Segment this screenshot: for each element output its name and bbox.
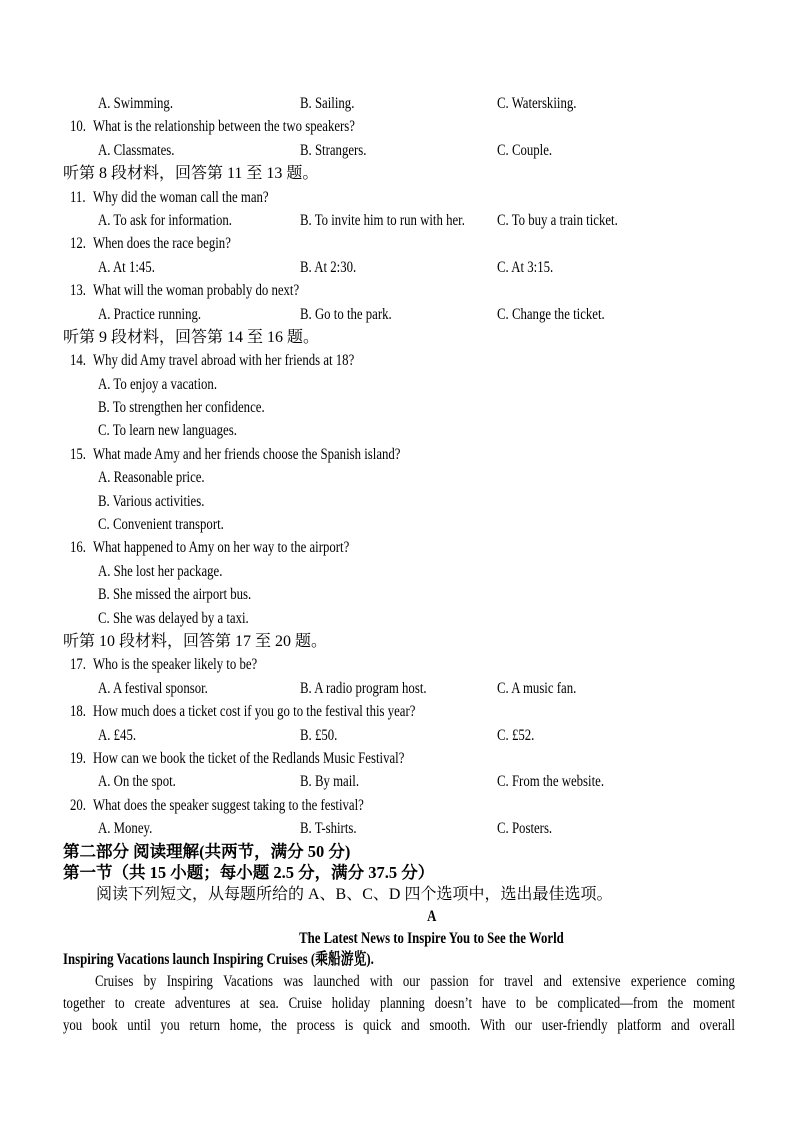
- section-heading: [63, 862, 800, 884]
- option-line: [63, 583, 800, 606]
- passage-word: until: [127, 1016, 151, 1034]
- question-line: [63, 536, 800, 559]
- option-b: B. To invite him to run with her.: [300, 211, 465, 229]
- option-line: [63, 607, 800, 630]
- passage-word: our: [514, 1016, 532, 1034]
- passage-word: the: [271, 1016, 287, 1034]
- option-text: B. To strengthen her confidence.: [98, 399, 265, 417]
- option-text: A. To enjoy a vacation.: [98, 375, 218, 393]
- passage-line: [63, 1015, 735, 1037]
- option-text: A. Reasonable price.: [98, 469, 205, 487]
- option-b: B. Go to the park.: [300, 305, 392, 323]
- passage-word: platform: [617, 1016, 662, 1034]
- option-b: B. Strangers.: [300, 141, 367, 159]
- option-line: [63, 490, 800, 513]
- question-line: [63, 349, 800, 372]
- option-a: A. Money.: [98, 820, 153, 838]
- options-row: [63, 817, 800, 840]
- passage-word: together: [63, 994, 105, 1012]
- passage-subtitle: Inspiring Vacations launch Inspiring Cruises (乘船游览).: [63, 951, 374, 969]
- options-row: [63, 256, 800, 279]
- question-number: 20.: [70, 796, 86, 814]
- passage-word: doesn’t: [434, 994, 473, 1012]
- passage-word: experience: [630, 973, 687, 990]
- option-c: C. £52.: [497, 726, 535, 744]
- question-number: 11.: [70, 188, 86, 206]
- option-text: C. She was delayed by a taxi.: [98, 609, 249, 627]
- options-row: [63, 209, 800, 232]
- question-text: What will the woman probably do next?: [93, 282, 300, 300]
- option-c: C. Waterskiing.: [497, 95, 577, 112]
- options-row: [63, 770, 800, 793]
- question-number: 16.: [70, 539, 86, 557]
- passage-word: home,: [229, 1016, 262, 1034]
- passage-line: [63, 993, 735, 1015]
- passage-word: extensive: [572, 973, 621, 990]
- passage-word: at: [240, 994, 250, 1012]
- question-text: When does the race begin?: [93, 235, 231, 253]
- option-text: A. She lost her package.: [98, 562, 223, 580]
- passage-word: create: [134, 994, 166, 1012]
- option-b: B. A radio program host.: [300, 679, 427, 697]
- centered-heading-line: [63, 928, 800, 950]
- material-direction-line: [63, 630, 800, 653]
- passage-word: quick: [362, 1016, 392, 1034]
- option-b: B. Sailing.: [300, 95, 355, 112]
- passage-word: holiday: [331, 994, 371, 1012]
- option-line: [63, 419, 800, 442]
- question-line: [63, 232, 800, 255]
- question-line: [63, 747, 800, 770]
- option-c: C. From the website.: [497, 773, 605, 791]
- passage-word: user-friendly: [541, 1016, 608, 1034]
- question-text: What happened to Amy on her way to the airport?: [93, 539, 350, 557]
- passage-word: adventures: [174, 994, 231, 1012]
- option-c: C. A music fan.: [497, 679, 577, 697]
- passage-word: planning: [380, 994, 425, 1012]
- option-line: [63, 396, 800, 419]
- options-row: [63, 677, 800, 700]
- question-line: [63, 653, 800, 676]
- option-c: C. At 3:15.: [497, 258, 554, 276]
- option-a: A. To ask for information.: [98, 211, 232, 229]
- passage-word: and: [671, 1016, 690, 1034]
- options-row: [63, 303, 800, 326]
- passage-word: and: [401, 1016, 420, 1034]
- passage-word: coming: [696, 973, 735, 990]
- passage-word: return: [189, 1016, 221, 1034]
- options-row: [63, 724, 800, 747]
- question-text: Why did the woman call the man?: [93, 188, 269, 206]
- instruction-text: 阅读下列短文，从每题所给的 A、B、C、D 四个选项中，选出最佳选项。: [96, 886, 613, 903]
- question-line: [63, 279, 800, 302]
- passage-word: be: [535, 994, 548, 1012]
- option-text: B. She missed the airport bus.: [98, 586, 252, 604]
- heading-text: 第二部分 阅读理解(共两节，满分 50 分): [63, 841, 351, 861]
- passage-word: sea.: [259, 994, 279, 1012]
- option-b: B. By mail.: [300, 773, 360, 791]
- material-text: 听第 8 段材料，回答第 11 至 13 题。: [63, 165, 319, 183]
- option-c: C. To buy a train ticket.: [497, 211, 618, 229]
- passage-word: Inspiring: [166, 973, 213, 990]
- passage-word: and: [543, 973, 562, 990]
- question-line: [63, 794, 800, 817]
- material-text: 听第 9 段材料，回答第 14 至 16 题。: [63, 328, 320, 346]
- material-text: 听第 10 段材料，回答第 17 至 20 题。: [63, 632, 328, 650]
- centered-heading-line: [63, 906, 800, 928]
- passage-word: passion: [430, 973, 469, 990]
- passage-word: for: [478, 973, 494, 990]
- passage-word: you: [160, 1016, 180, 1034]
- passage-word: have: [481, 994, 507, 1012]
- question-number: 14.: [70, 352, 86, 370]
- passage-word: is: [344, 1016, 354, 1034]
- option-line: [63, 560, 800, 583]
- option-b: B. T-shirts.: [300, 820, 357, 838]
- passage-word: complicated—from: [557, 994, 658, 1012]
- option-text: C. Convenient transport.: [98, 516, 224, 534]
- question-text: What is the relationship between the two speakers?: [93, 118, 355, 136]
- question-number: 12.: [70, 235, 86, 253]
- passage-word: Cruises: [95, 973, 134, 990]
- question-line: [63, 186, 800, 209]
- passage-title: The Latest News to Inspire You to See the World: [299, 929, 564, 947]
- question-number: 15.: [70, 445, 86, 463]
- option-a: A. On the spot.: [98, 773, 176, 791]
- heading-text: 第一节（共 15 小题；每小题 2.5 分，满分 37.5 分）: [63, 863, 435, 883]
- question-line: [63, 115, 800, 138]
- question-text: What does the speaker suggest taking to the festival?: [93, 796, 364, 814]
- passage-word: to: [114, 994, 125, 1012]
- reading-instruction: [63, 884, 800, 906]
- material-direction-line: [63, 162, 800, 185]
- question-line: [63, 443, 800, 466]
- option-b: B. At 2:30.: [300, 258, 357, 276]
- question-line: [63, 700, 800, 723]
- passage-word: With: [480, 1016, 506, 1034]
- question-text: Who is the speaker likely to be?: [93, 656, 258, 674]
- option-c: C. Couple.: [497, 141, 553, 159]
- question-number: 17.: [70, 656, 86, 674]
- material-direction-line: [63, 326, 800, 349]
- question-number: 10.: [70, 118, 86, 136]
- question-number: 13.: [70, 282, 86, 300]
- question-text: What made Amy and her friends choose the Spanish island?: [93, 445, 401, 463]
- option-b: B. £50.: [300, 726, 338, 744]
- option-a: A. Classmates.: [98, 141, 175, 159]
- passage-word: our: [402, 973, 420, 990]
- option-a: A. Practice running.: [98, 305, 202, 323]
- passage-paragraph-line: [63, 993, 800, 1015]
- passage-word: Cruise: [288, 994, 322, 1012]
- options-row: [63, 92, 800, 115]
- passage-word: process: [296, 1016, 335, 1034]
- question-text: How much does a ticket cost if you go to the festival this year?: [93, 703, 416, 721]
- passage-word: moment: [693, 994, 735, 1012]
- option-line: [63, 373, 800, 396]
- option-a: A. £45.: [98, 726, 137, 744]
- option-c: C. Change the ticket.: [497, 305, 605, 323]
- passage-word: the: [667, 994, 684, 1012]
- passage-word: overall: [699, 1016, 735, 1034]
- option-a: A. Swimming.: [98, 95, 174, 112]
- passage-label: A: [426, 907, 437, 925]
- options-row: [63, 139, 800, 162]
- passage-word: by: [143, 973, 157, 990]
- option-text: B. Various activities.: [98, 492, 205, 510]
- question-number: 19.: [70, 749, 86, 767]
- passage-word: book: [91, 1016, 118, 1034]
- passage-word: travel: [504, 973, 534, 990]
- passage-word: was: [283, 973, 304, 990]
- question-text: How can we book the ticket of the Redlands Music Festival?: [93, 749, 405, 767]
- option-text: C. To learn new languages.: [98, 422, 237, 440]
- section-heading: [63, 841, 800, 863]
- passage-paragraph-line: [63, 971, 800, 993]
- passage-subtitle-line: [63, 949, 800, 971]
- passage-paragraph-line: [63, 1015, 800, 1037]
- passage-word: Vacations: [223, 973, 273, 990]
- option-c: C. Posters.: [497, 820, 553, 838]
- passage-line: [63, 971, 735, 993]
- question-number: 18.: [70, 703, 86, 721]
- passage-word: you: [63, 1016, 83, 1034]
- question-text: Why did Amy travel abroad with her friends at 18?: [93, 352, 355, 370]
- option-line: [63, 513, 800, 536]
- passage-word: smooth.: [429, 1016, 471, 1034]
- passage-word: launched: [313, 973, 360, 990]
- option-a: A. At 1:45.: [98, 258, 155, 276]
- option-line: [63, 466, 800, 489]
- passage-word: to: [515, 994, 526, 1012]
- passage-word: with: [369, 973, 393, 990]
- option-a: A. A festival sponsor.: [98, 679, 208, 697]
